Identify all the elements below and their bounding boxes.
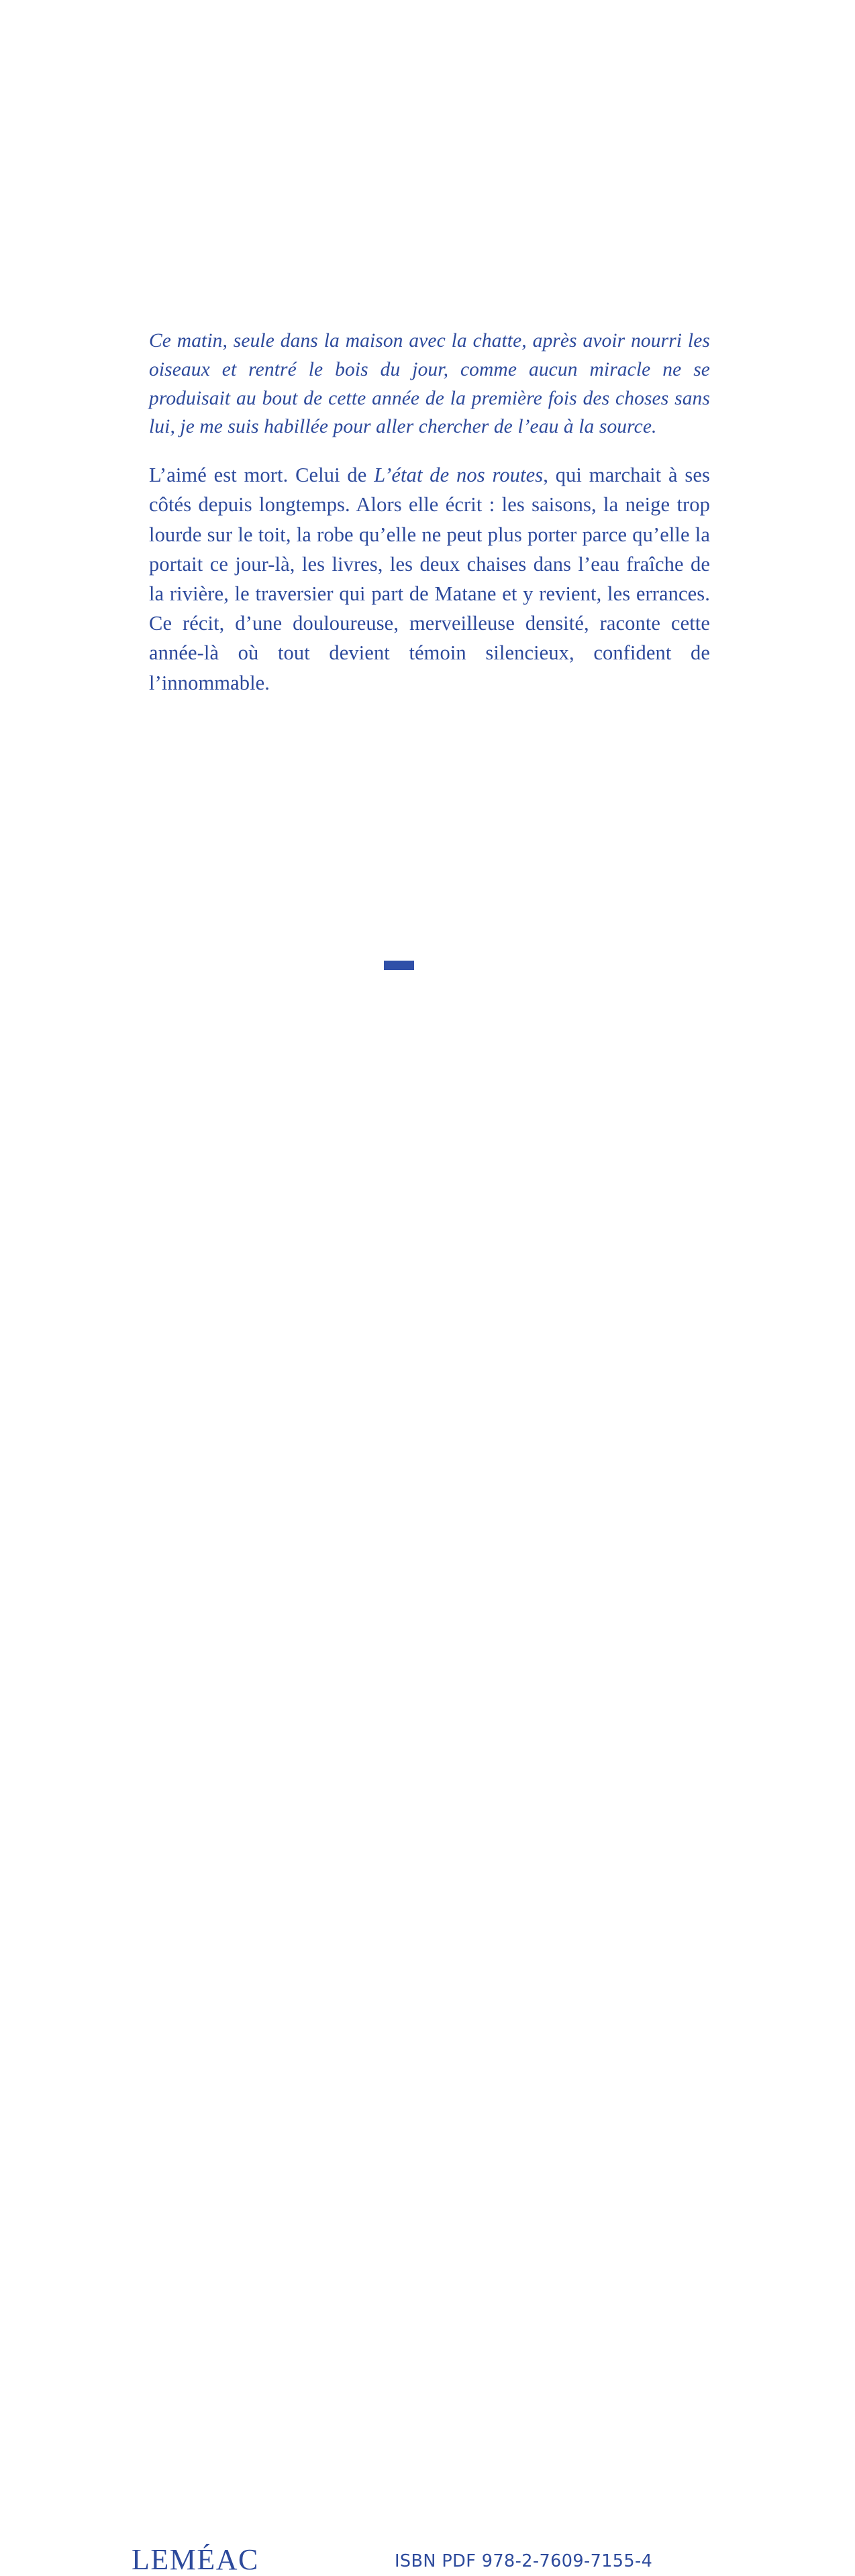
publisher-logo-text: LEMÉAC: [132, 2543, 259, 2576]
epigraph-quote: Ce matin, seule dans la maison avec la chatte, après avoir nourri les oiseaux et rentré le bois du jour, comme aucun miracle ne se produisait au bout de cette année de la première fois des choses sans lui, je me suis habillée pour aller chercher de l’eau à la source.: [149, 330, 710, 438]
back-cover-text-block: [149, 327, 710, 698]
blurb-text-before-title: L’aimé est mort. Celui de: [149, 464, 374, 487]
blurb-paragraph: [149, 460, 710, 698]
blurb-text-after-title: , qui marchait à ses côtés depuis longtemps. Alors elle écrit : les saisons, la neige trop lourde sur le toit, la robe qu’elle ne peut plus porter parce qu’elle la portait ce jour-là, les livres, les deux chaises dans l’eau fraîche de la rivière, le traversier qui part de Matane et y revient, les errances. Ce récit, d’une douloureuse, merveilleuse densité, raconte cette année-là où tout devient témoin silencieux, confident de l’innommable.: [149, 464, 711, 694]
back-cover-footer: [0, 1275, 855, 2576]
dash-rule-icon: [384, 961, 414, 970]
isbn-text: ISBN PDF 978-2-7609-7155-4: [395, 2551, 653, 2571]
referenced-book-title: L’état de nos routes: [374, 464, 544, 487]
